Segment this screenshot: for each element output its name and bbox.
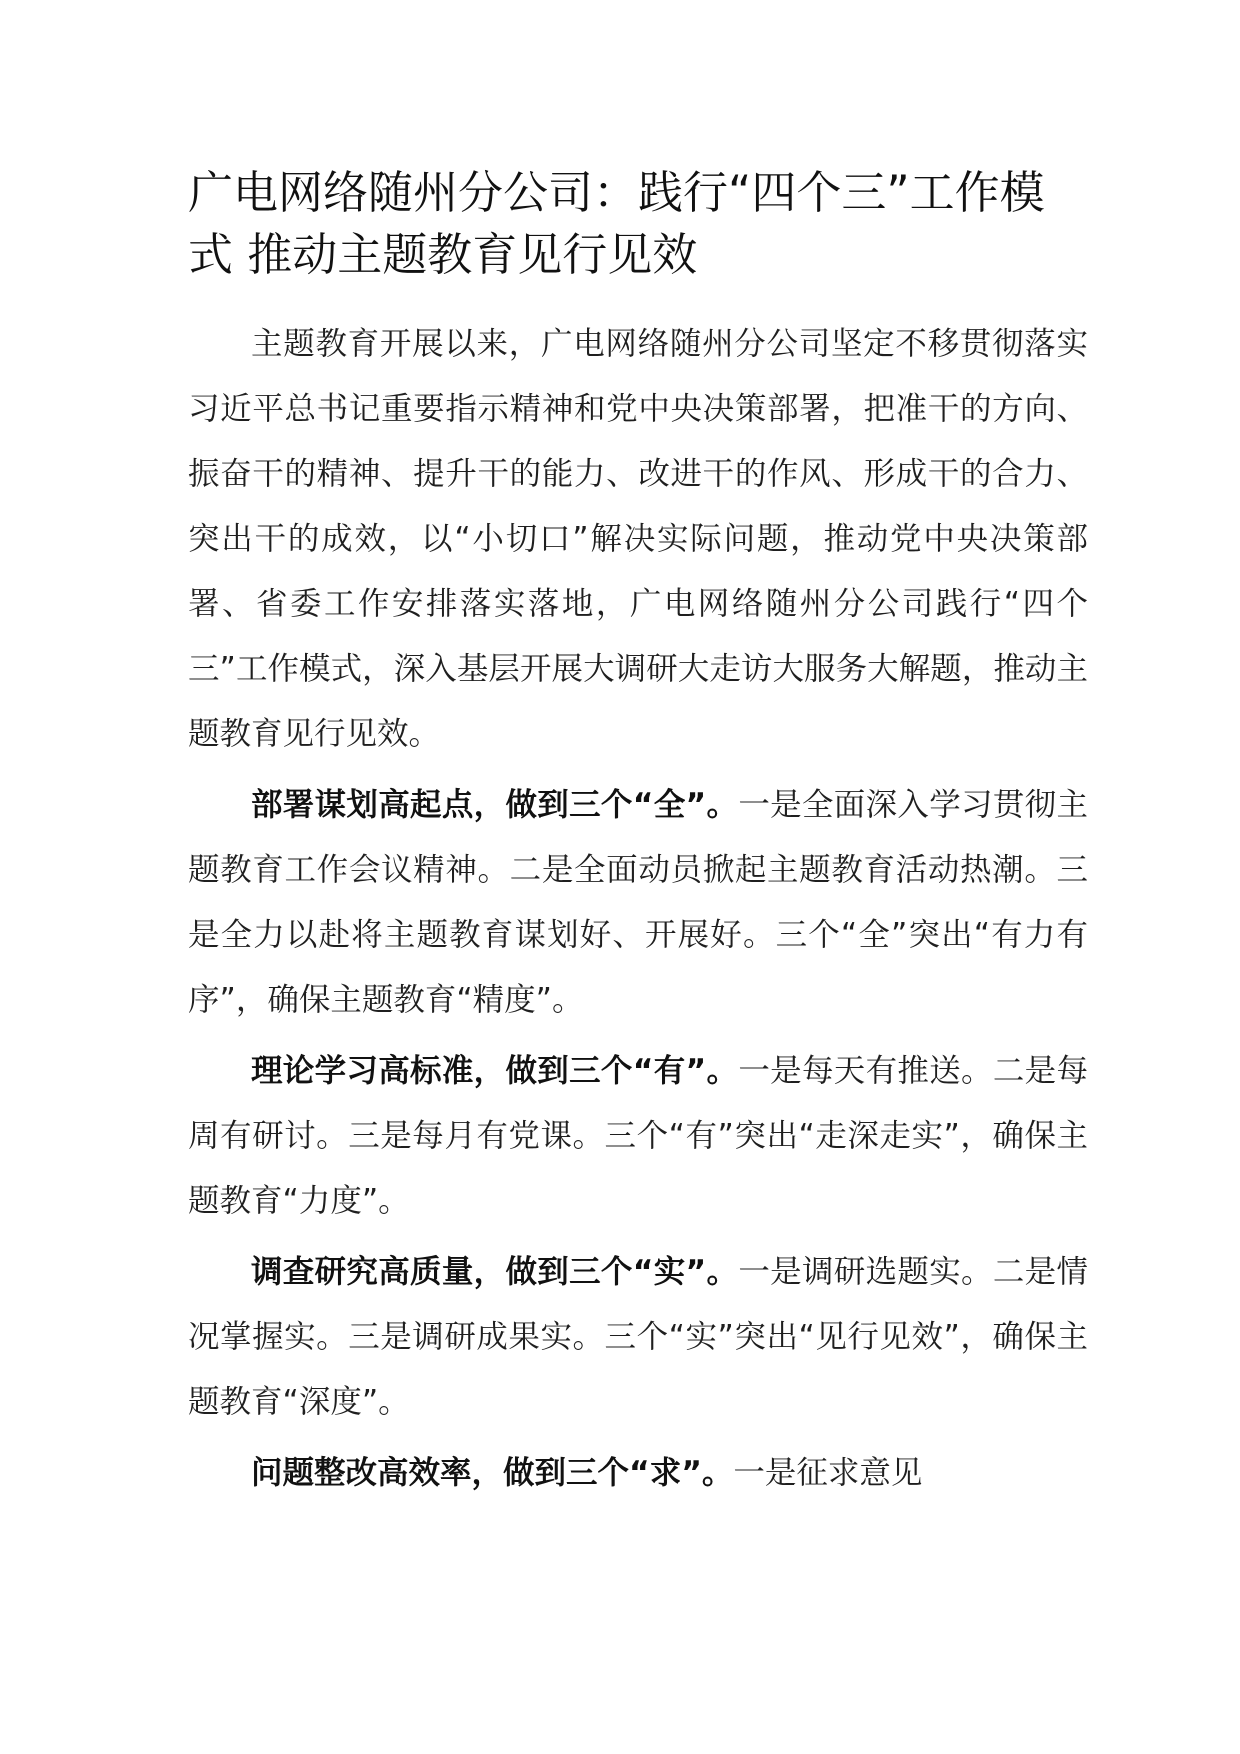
section-lead: 理论学习高标准，做到三个“有”。 bbox=[251, 1053, 739, 1089]
section-text: 一是每天有推送。二是每周有研讨。三是每月有党课。三个“有”突出“走深走实”，确保主题教育“力度”。 bbox=[188, 1053, 1088, 1219]
section-text: 一是调研选题实。二是情况掌握实。三是调研成果实。三个“实”突出“见行见效”，确保主题教育“深度”。 bbox=[188, 1254, 1088, 1420]
section-text: 一是全面深入学习贯彻主题教育工作会议精神。二是全面动员掀起主题教育活动热潮。三是全力以赴将主题教育谋划好、开展好。三个“全”突出“有力有序”，确保主题教育“精度”。 bbox=[188, 787, 1088, 1018]
section-paragraph-rectification bbox=[188, 1441, 1088, 1506]
section-paragraph-theory-study bbox=[188, 1039, 1088, 1234]
section-lead: 问题整改高效率，做到三个“求”。 bbox=[251, 1455, 734, 1491]
section-paragraph-deployment bbox=[188, 773, 1088, 1033]
section-lead: 部署谋划高起点，做到三个“全”。 bbox=[251, 787, 739, 823]
document-title: 广电网络随州分公司：践行“四个三”工作模式 推动主题教育见行见效 bbox=[188, 166, 1045, 281]
section-lead: 调查研究高质量，做到三个“实”。 bbox=[251, 1254, 739, 1290]
intro-paragraph: 主题教育开展以来，广电网络随州分公司坚定不移贯彻落实习近平总书记重要指示精神和党中央决策部署，把准干的方向、振奋干的精神、提升干的能力、改进干的作风、形成干的合力、突出干的成效，以“小切口”解决实际问题，推动党中央决策部署、省委工作安排落实落地，广电网络随州分公司践行“四个三”工作模式，深入基层开展大调研大走访大服务大解题，推动主题教育见行见效。 bbox=[188, 326, 1088, 752]
document-body bbox=[188, 162, 1088, 1512]
section-text: 一是征求意见 bbox=[733, 1455, 923, 1491]
section-paragraph-investigation bbox=[188, 1240, 1088, 1435]
